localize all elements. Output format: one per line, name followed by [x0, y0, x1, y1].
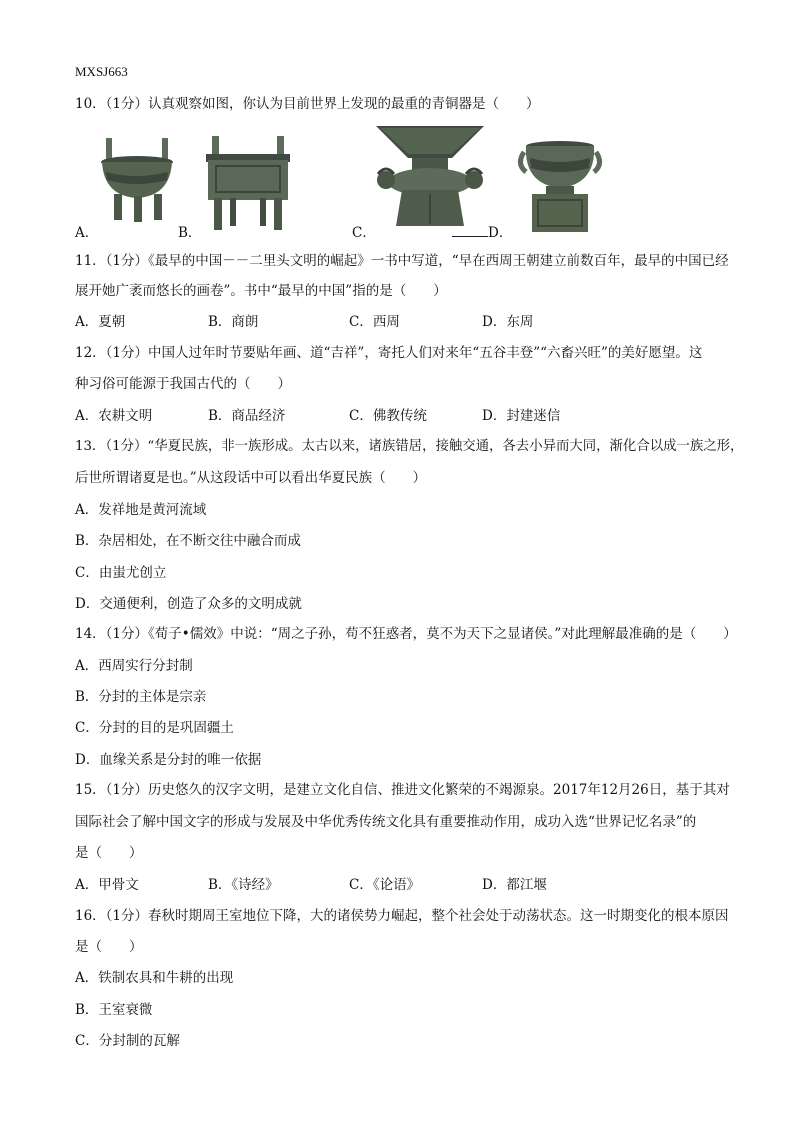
q14-option-b[interactable]: B．分封的主体是宗亲 — [75, 689, 207, 705]
q15-option-c[interactable]: C．《论语》 — [349, 877, 421, 893]
question-16-line-2: 是（ ） — [75, 939, 143, 955]
bronze-ding-square-image — [200, 134, 296, 232]
q11-option-b[interactable]: B．商朗 — [208, 314, 259, 330]
q15-option-a[interactable]: A．甲骨文 — [75, 877, 139, 893]
q16-option-a[interactable]: A．铁制农具和牛耕的出现 — [75, 970, 234, 986]
q13-option-d[interactable]: D．交通便利，创造了众多的文明成就 — [75, 596, 302, 612]
q12-option-c[interactable]: C．佛教传统 — [349, 408, 427, 424]
q14-option-d[interactable]: D．血缘关系是分封的唯一依据 — [75, 752, 262, 768]
q13-option-c[interactable]: C．由蚩尤创立 — [75, 565, 167, 581]
question-13-line-1: 13．（1分）“华夏民族，非一族形成。太古以来，诸族错居，接触交通，各去小异而大同，渐化合以成一族之形， — [75, 439, 744, 454]
option-a-label: A． — [75, 225, 99, 241]
bronze-gui-image — [514, 138, 606, 234]
q15-option-b[interactable]: B．《诗经》 — [208, 877, 279, 893]
bronze-zun-image — [372, 124, 488, 228]
option-c-label: C． — [352, 225, 376, 241]
document-code: MXSJ663 — [75, 64, 128, 79]
question-14-line-1: 14．（1分）《荀子•儒效》中说：“周之子孙，苟不狂惑者，莫不为天下之显诸侯。”对此理解最准确的是（ ） — [75, 626, 737, 642]
question-15-line-3: 是（ ） — [75, 845, 143, 861]
q15-option-d[interactable]: D．都江堰 — [482, 877, 547, 893]
q11-option-c[interactable]: C．西周 — [349, 314, 400, 330]
q14-option-a[interactable]: A．西周实行分封制 — [75, 658, 193, 674]
q12-option-d[interactable]: D．封建迷信 — [482, 408, 561, 424]
option-d-label: D． — [488, 225, 513, 241]
q14-option-c[interactable]: C．分封的目的是巩固疆土 — [75, 720, 234, 736]
question-10-stem: 10．（1分）认真观察如图，你认为目前世界上发现的最重的青铜器是（ ） — [75, 96, 540, 112]
q16-option-b[interactable]: B．王室衰微 — [75, 1002, 153, 1018]
question-12-line-2: 种习俗可能源于我国古代的（ ） — [75, 376, 291, 392]
question-15-line-2: 国际社会了解中国文字的形成与发展及中华优秀传统文化具有重要推动作用，成功入选“世界记忆名录”的 — [75, 814, 697, 830]
question-13-line-2: 后世所谓诸夏是也。”从这段话中可以看出华夏民族（ ） — [75, 470, 427, 486]
question-16-line-1: 16．（1分）春秋时期周王室地位下降，大的诸侯势力崛起，整个社会处于动荡状态。这一时期变化的根本原因 — [75, 908, 729, 924]
q11-option-d[interactable]: D．东周 — [482, 314, 534, 330]
question-12-line-1: 12．（1分）中国人过年时节要贴年画、道“吉祥”，寄托人们对来年“五谷丰登”“六畜兴旺”的美好愿望。这 — [75, 345, 703, 361]
q16-option-c[interactable]: C．分封制的瓦解 — [75, 1033, 180, 1049]
bronze-ding-round-image — [96, 136, 180, 222]
question-15-line-1: 15．（1分）历史悠久的汉字文明，是建立文化自信、推进文化繁荣的不竭源泉。2017年12月26日，基于其对 — [75, 782, 730, 798]
q12-option-a[interactable]: A．农耕文明 — [75, 408, 153, 424]
q13-option-a[interactable]: A．发祥地是黄河流域 — [75, 502, 207, 518]
underline-divider — [452, 236, 488, 237]
q12-option-b[interactable]: B．商品经济 — [208, 408, 286, 424]
question-11-line-2: 展开她广袤而悠长的画卷”。书中“最早的中国”指的是（ ） — [75, 283, 447, 299]
q11-option-a[interactable]: A．夏朝 — [75, 314, 126, 330]
option-b-label: B． — [178, 225, 202, 241]
question-11-line-1: 11．（1分）《最早的中国－－二里头文明的崛起》一书中写道，“早在西周王朝建立前数百年，最早的中国已经 — [75, 253, 729, 269]
q13-option-b[interactable]: B．杂居相处，在不断交往中融合而成 — [75, 533, 301, 549]
